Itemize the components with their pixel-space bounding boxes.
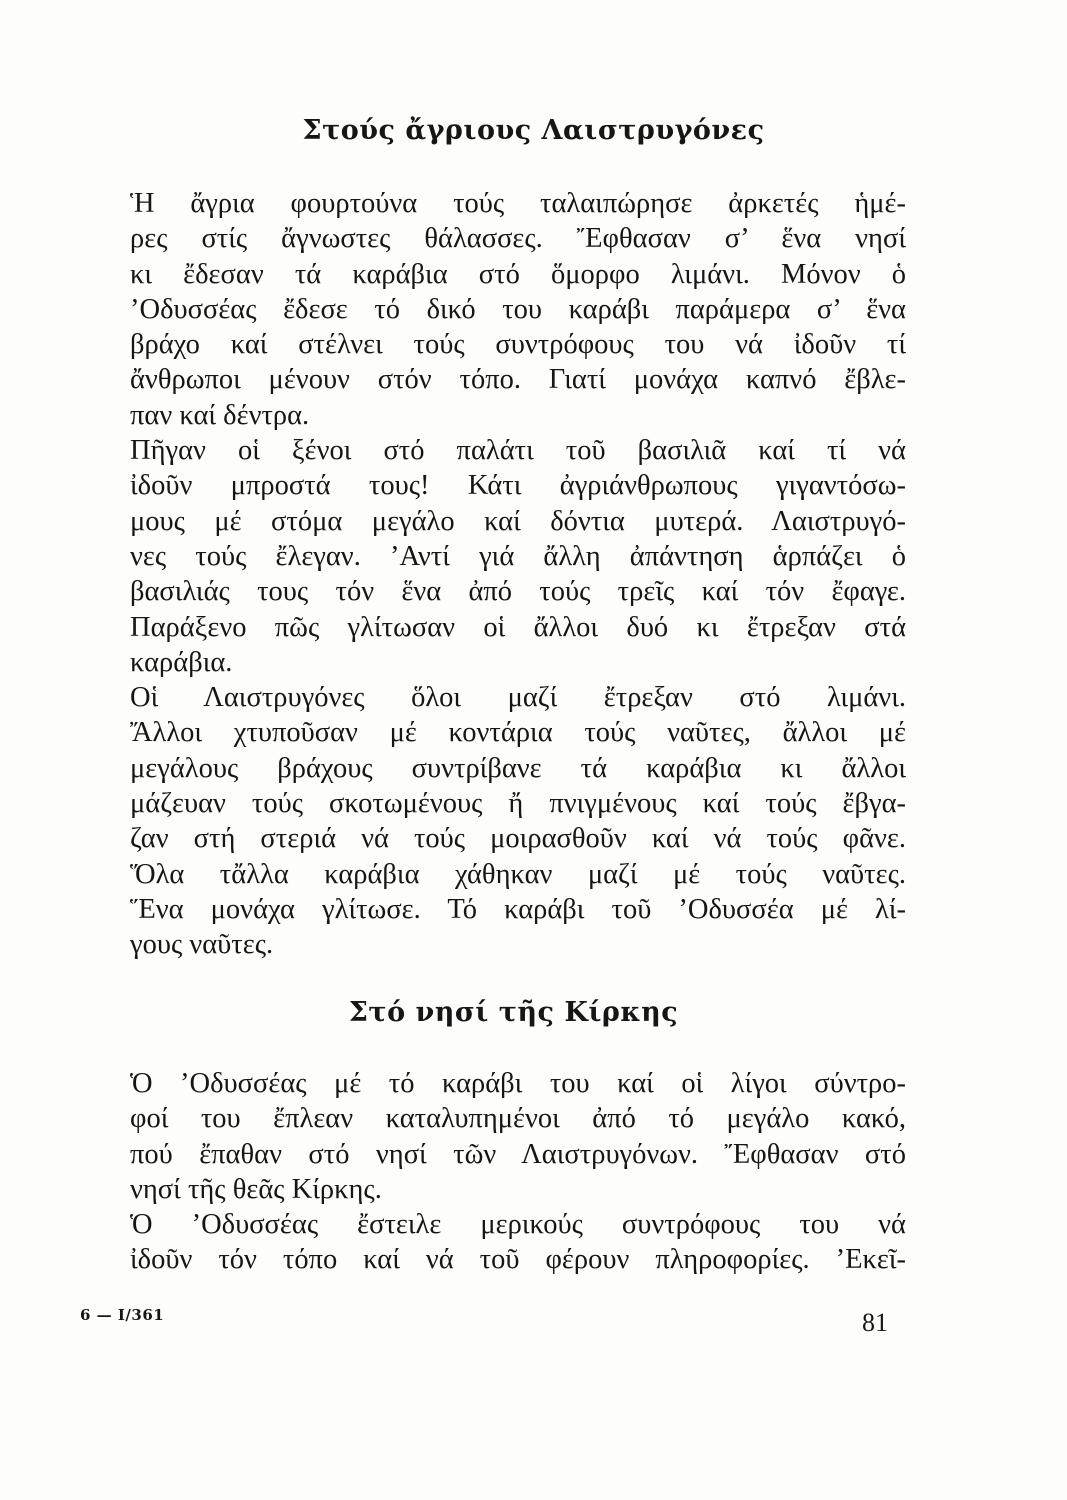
text-line: Ἡ ἄγρια φουρτούνα τούς ταλαιπώρησε ἀρκετές ἡμέ-	[130, 188, 906, 219]
text-line: βράχο καί στέλνει τούς συντρόφους του νά ἰδοῦν τί	[130, 329, 906, 361]
paragraph	[80, 857, 906, 963]
text-line: μάζευαν τούς σκοτωμένους ἤ πνιγμένους καί τούς ἔβγα-	[130, 788, 906, 820]
page-number: 81	[862, 1308, 888, 1337]
section-body-laistrygonians	[80, 186, 906, 963]
text-line: ζαν στή στεριά νά τούς μοιρασθοῦν καί νά τούς φᾶνε.	[130, 823, 906, 855]
text-line: καράβια.	[130, 646, 233, 678]
text-line: Οἱ Λαιστρυγόνες ὅλοι μαζί ἔτρεξαν στό λιμάνι.	[130, 682, 906, 714]
paragraph	[80, 186, 906, 433]
text-line: Ἄλλοι χτυποῦσαν μέ κοντάρια τούς ναῦτες, ἄλλοι μέ	[130, 717, 906, 749]
text-line: Ἕνα μονάχα γλίτωσε. Τό καράβι τοῦ ’Οδυσσέα μέ λί-	[130, 893, 906, 925]
text-line: πού ἔπαθαν στό νησί τῶν Λαιστρυγόνων. Ἔφθασαν στό	[130, 1138, 906, 1170]
text-line: κι ἔδεσαν τά καράβια στό ὅμορφο λιμάνι. Μόνον ὁ	[130, 258, 906, 290]
text-line: ἄνθρωποι μένουν στόν τόπο. Γιατί μονάχα καπνό ἔβλε-	[130, 364, 906, 396]
paragraph	[80, 1207, 906, 1278]
text-line: γους ναῦτες.	[130, 929, 274, 961]
section-body-circe	[80, 1066, 906, 1278]
section-title-laistrygonians: Στούς ἄγριους Λαιστρυγόνες	[302, 115, 765, 146]
text-line: Πῆγαν οἱ ξένοι στό παλάτι τοῦ βασιλιᾶ καί τί νά	[130, 435, 906, 467]
paragraph	[80, 1066, 906, 1207]
text-line: μους μέ στόμα μεγάλο καί δόντια μυτερά. Λαιστρυγό-	[130, 505, 906, 537]
text-line: ἰδοῦν τόν τόπο καί νά τοῦ φέρουν πληροφορίες. ’Εκεῖ-	[130, 1244, 906, 1276]
text-line: παν καί δέντρα.	[130, 399, 310, 431]
printer-signature: 6 — I/361	[80, 1306, 165, 1324]
text-line: νησί τῆς θεᾶς Κίρκης.	[130, 1173, 382, 1205]
section-title-circe: Στό νησί τῆς Κίρκης	[348, 997, 679, 1028]
paragraph	[80, 680, 906, 856]
text-line: Ὅλα τἄλλα καράβια χάθηκαν μαζί μέ τούς ναῦτες.	[130, 858, 906, 890]
text-line: Παράξενο πῶς γλίτωσαν οἱ ἄλλοι δυό κι ἔτρεξαν στά	[130, 611, 906, 643]
text-line: ἰδοῦν μπροστά τους! Κάτι ἀγριάνθρωπους γιγαντόσω-	[130, 470, 906, 502]
text-line: ’Οδυσσέας ἔδεσε τό δικό του καράβι παράμερα σ’ ἕνα	[130, 293, 906, 325]
text-line: ρες στίς ἄγνωστες θάλασσες. Ἔφθασαν σ’ ἕνα νησί	[130, 223, 906, 255]
text-line: βασιλιάς τους τόν ἕνα ἀπό τούς τρεῖς καί τόν ἔφαγε.	[130, 576, 906, 608]
paragraph	[80, 433, 906, 680]
text-line: Ὁ ’Οδυσσέας ἔστειλε μερικούς συντρόφους του νά	[130, 1209, 906, 1241]
text-line: Ὁ ’Οδυσσέας μέ τό καράβι του καί οἱ λίγοι σύντρο-	[130, 1068, 906, 1099]
text-line: φοί του ἔπλεαν καταλυπημένοι ἀπό τό μεγάλο κακό,	[130, 1103, 906, 1135]
text-line: μεγάλους βράχους συντρίβανε τά καράβια κι ἄλλοι	[130, 752, 906, 784]
text-line: νες τούς ἔλεγαν. ’Αντί γιά ἄλλη ἀπάντηση ἁρπάζει ὁ	[130, 540, 906, 572]
